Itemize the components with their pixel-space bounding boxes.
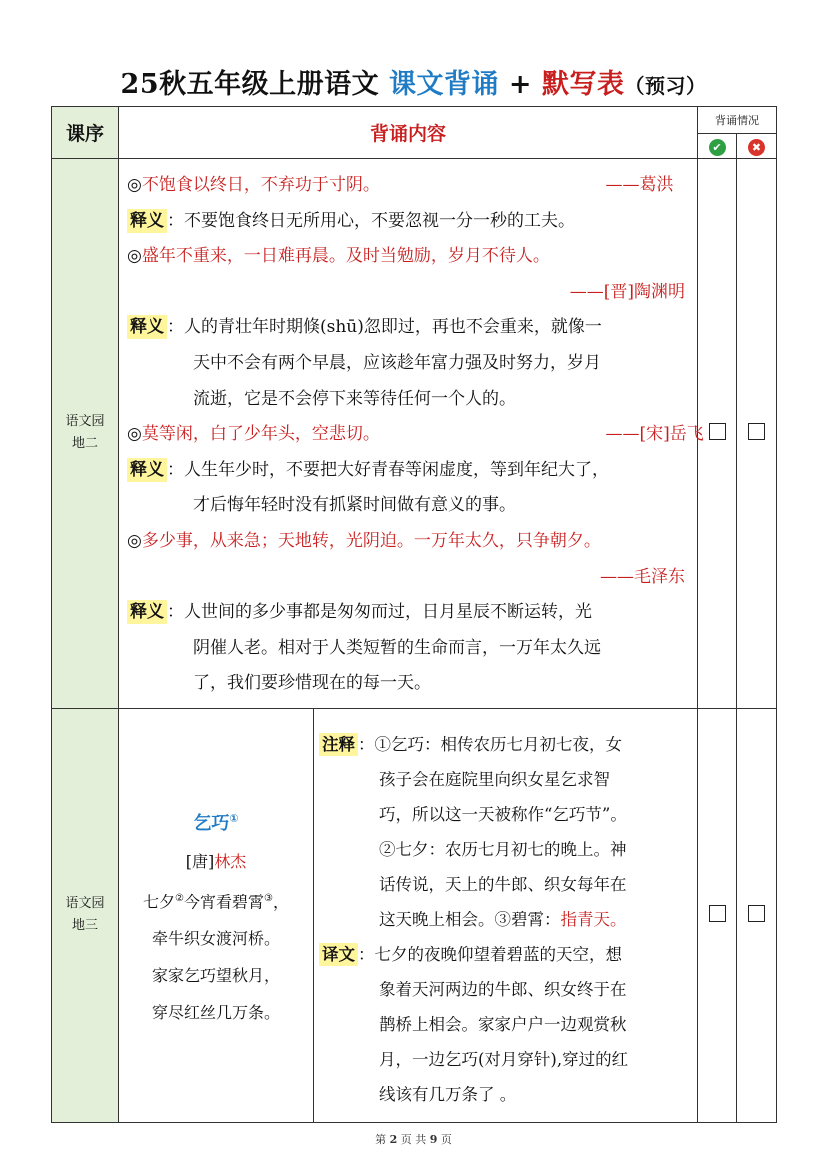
header-status: 背诵情况 [698,107,777,134]
explanation-line: 释义 ：人生年少时，不要把大好青春等闲虚度，等到年纪大了， [127,453,691,489]
table-row [52,708,777,1122]
not-recited-checkbox-cell [737,708,777,1122]
poem-line: 牵牛织女渡河桥。 [151,929,280,949]
explanation-line: 释义 ：不要饱食终日无所用心，不要忽视一分一秒的工夫。 [127,204,691,240]
note-line: 这天晚上相会。③碧霄：指青天。 [379,909,627,929]
header-not-recited [737,134,777,159]
quote-line: ◎盛年不重来，一日难再晨。及时当勉励，岁月不待人。 [127,246,550,267]
table-row [52,159,777,709]
cross-icon: ✖ [748,139,765,156]
recitation-content [119,159,704,709]
title-part-preview: （预习） [624,74,707,98]
translation-line: 象着天河两边的牛郎、织女终于在 [379,979,627,999]
not-recited-checkbox[interactable] [748,905,765,922]
note-line: 巧，所以这一天被称作“乞巧节”。 [379,804,627,824]
poem-line: 七夕②今宵看碧霄③， [143,892,289,912]
header-lesson: 课序 [52,107,119,159]
page-title [0,62,827,101]
title-part-grade: 25秋五年级上册语文 [120,69,380,100]
translation-line: 线该有几万条了 。 [379,1084,517,1104]
poem-cell [119,708,314,1122]
check-icon: ✔ [709,139,726,156]
explanation-line: 阴催人老。相对于人类短暂的生命而言，一万年太久远 [193,637,601,658]
translation-line: 月，一边乞巧(对月穿针),穿过的红 [379,1049,629,1069]
recited-checkbox[interactable] [709,423,726,440]
author-line: ——[晋]陶渊明 [569,281,686,302]
note-line: ②七夕：农历七月初七的晚上。神 [379,839,627,859]
recitation-table [51,106,777,1123]
recited-checkbox-cell [698,708,737,1122]
poem-author: [唐]林杰 [185,851,247,871]
explanation-line: 释义 ：人的青壮年时期倏(shū)忽即过，再也不会重来，就像一 [127,310,691,346]
page-footer: 第 2 页 共 9 页 [375,1133,452,1146]
recited-checkbox[interactable] [709,905,726,922]
explanation-line: 了，我们要珍惜现在的每一天。 [193,673,431,694]
not-recited-checkbox-cell [737,159,777,709]
note-line: 话传说，天上的牛郎、织女每年在 [379,874,627,894]
poem-title: 乞巧① [193,811,239,834]
title-part-recite: 课文背诵 [389,69,500,100]
header-content: 背诵内容 [119,107,698,159]
explanation-line: 流逝，它是不会停下来等待任何一个人的。 [193,388,516,409]
header-recited [698,134,737,159]
poem-line: 穿尽红丝几万条。 [151,1003,280,1023]
translation-line: 译文 ：七夕的夜晚仰望着碧蓝的天空，想 [319,937,693,972]
explanation-line: 才后悔年轻时没有抓紧时间做有意义的事。 [193,495,516,516]
quote-line: ◎多少事，从来急；天地转，光阴迫。一万年太久，只争朝夕。 [127,530,601,551]
notes-cell [314,708,698,1122]
title-plus: + [508,69,533,100]
quote-line: ◎莫等闲，白了少年头，空悲切。 ——[宋]岳飞 [127,424,704,445]
note-line: 孩子会在庭院里向织女星乞求智 [379,769,610,789]
author-line: ——毛泽东 [600,566,686,587]
not-recited-checkbox[interactable] [748,423,765,440]
poem-line: 家家乞巧望秋月， [151,966,280,986]
title-part-dictation: 默写表 [541,69,625,100]
explanation-line: 释义 ：人世间的多少事都是匆匆而过，日月星辰不断运转，光 [127,595,691,631]
lesson-cell: 语文园 地二 [52,159,119,709]
quote-line: ◎不饱食以终日，不弃功于寸阴。 ——葛洪 [127,175,674,195]
explanation-line: 天中不会有两个早晨，应该趁年富力强及时努力，岁月 [193,352,601,373]
lesson-cell: 语文园 地三 [52,708,119,1122]
note-line: 注释 ：①乞巧：相传农历七月初七夜，女 [319,727,693,762]
translation-line: 鹊桥上相会。家家户户一边观赏秋 [379,1014,627,1034]
